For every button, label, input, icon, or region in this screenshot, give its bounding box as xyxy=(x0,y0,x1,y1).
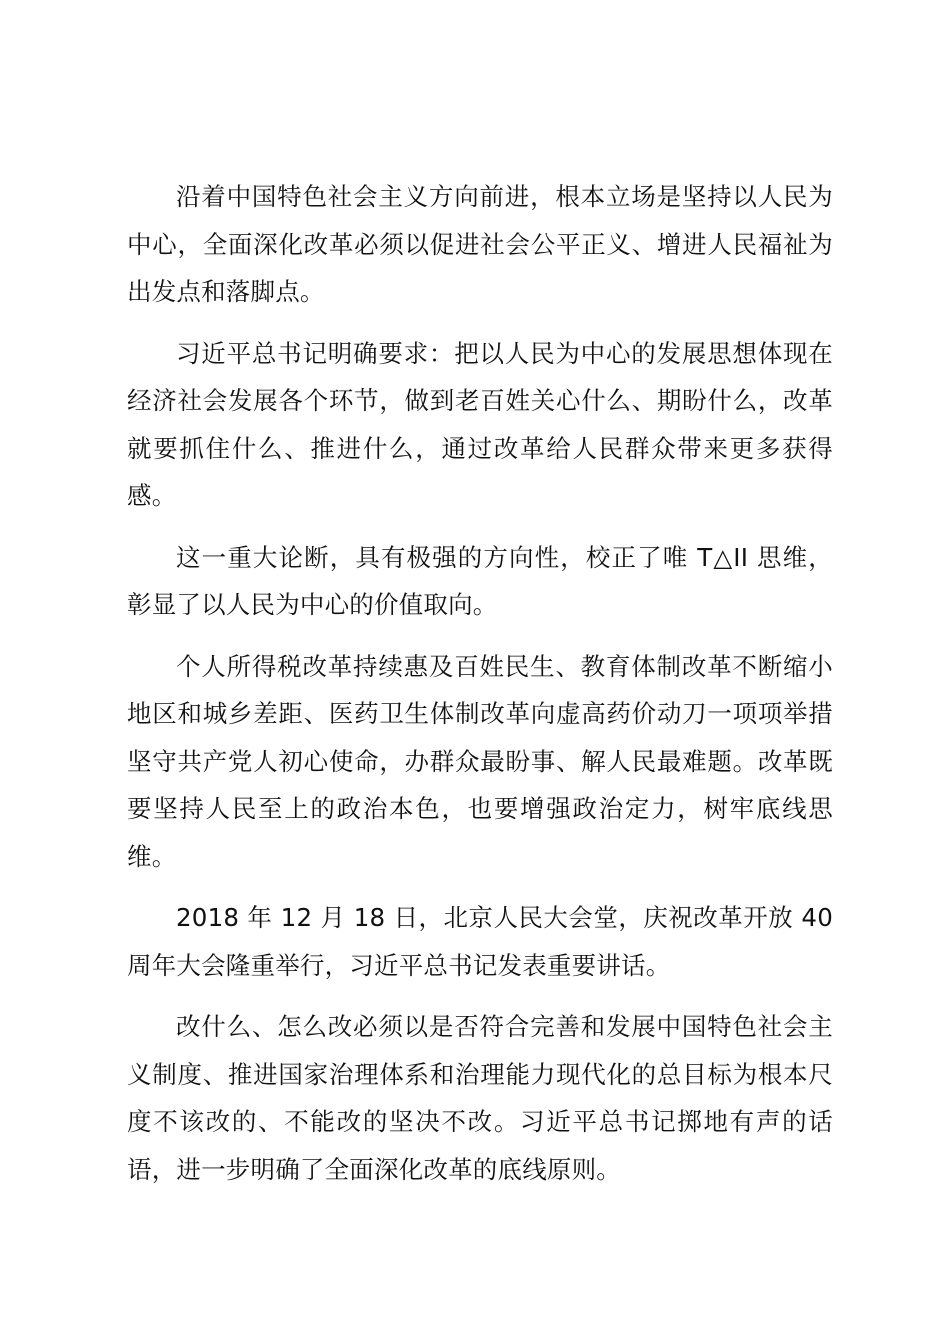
document-body xyxy=(127,173,833,1207)
paragraph-3: 这一重大论断，具有极强的方向性，校正了唯 T△II 思维，彰显了以人民为中心的价值取向。 xyxy=(127,542,833,619)
paragraph-5: 2018 年 12 月 18 日，北京人民大会堂，庆祝改革开放 40 周年大会隆重举行，习近平总书记发表重要讲话。 xyxy=(127,903,833,980)
paragraph-1: 沿着中国特色社会主义方向前进，根本立场是坚持以人民为中心，全面深化改革必须以促进社会公平正义、增进人民福祉为出发点和落脚点。 xyxy=(127,182,833,306)
paragraph-6: 改什么、怎么改必须以是否符合完善和发展中国特色社会主义制度、推进国家治理体系和治理能力现代化的总目标为根本尺度不该改的、不能改的坚决不改。习近平总书记掷地有声的话语，进一步明确了全面深化改革的底线原则。 xyxy=(127,1012,833,1184)
paragraph-2: 习近平总书记明确要求：把以人民为中心的发展思想体现在经济社会发展各个环节，做到老百姓关心什么、期盼什么，改革就要抓住什么、推进什么，通过改革给人民群众带来更多获得感。 xyxy=(127,338,833,510)
paragraph-4: 个人所得税改革持续惠及百姓民生、教育体制改革不断缩小地区和城乡差距、医药卫生体制改革向虚高药价动刀一项项举措坚守共产党人初心使命，办群众最盼事、解人民最难题。改革既要坚持人民至上的政治本色，也要增强政治定力，树牢底线思维。 xyxy=(127,651,833,871)
